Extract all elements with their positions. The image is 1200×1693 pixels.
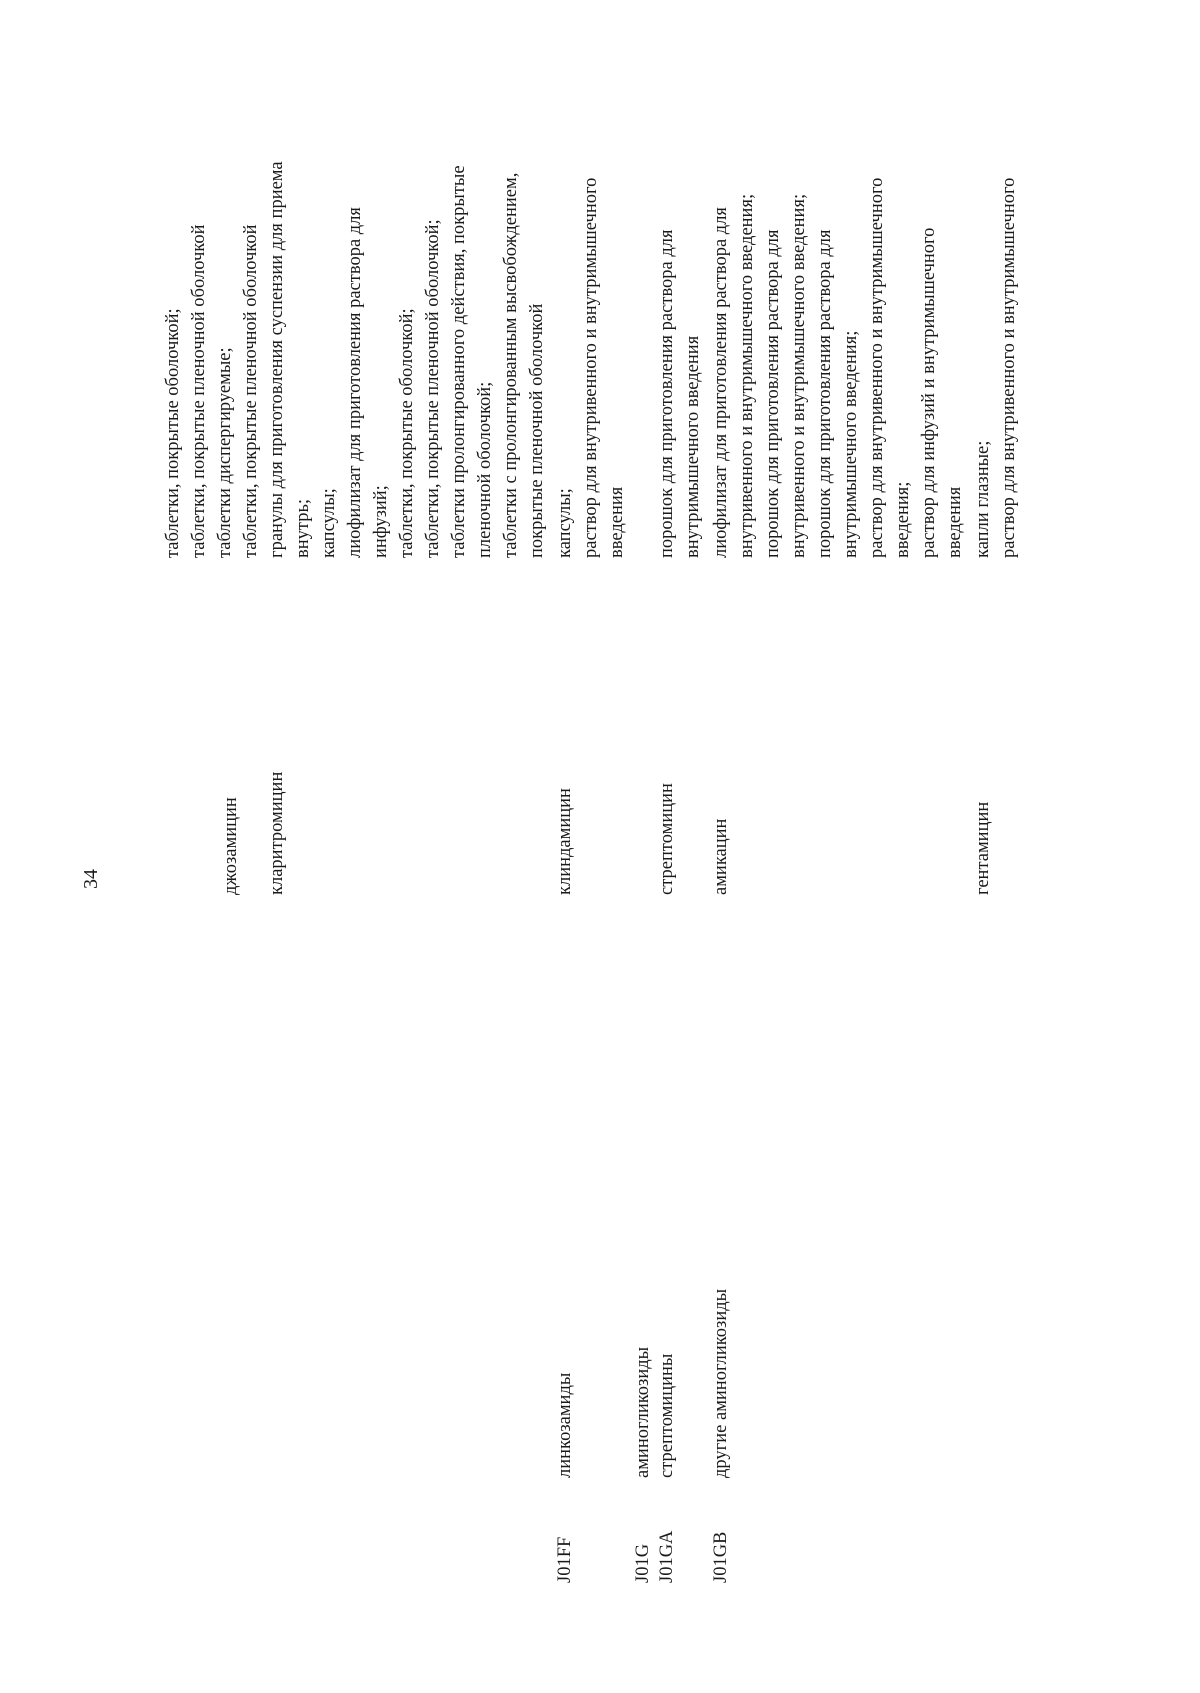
drug-name: стрептомицин	[657, 783, 677, 895]
atc-group: линкозамиды	[555, 1372, 575, 1478]
form-line: таблетки, покрытые пленочной оболочкой	[189, 224, 209, 558]
forms-list	[264, 161, 550, 558]
form-line: введения;	[893, 481, 913, 558]
form-line: раствор для инфузий и внутримышечного	[919, 227, 939, 558]
form-line: лиофилизат для приготовления раствора для	[345, 207, 365, 558]
atc-code: J01GA	[657, 1530, 677, 1583]
form-line: пленочной оболочкой;	[475, 381, 495, 558]
form-line: таблетки пролонгированного действия, покрытые	[449, 165, 469, 558]
atc-group: аминогликозиды	[633, 1346, 653, 1478]
form-line: внутривенного и внутримышечного введения;	[789, 193, 809, 558]
atc-code: J01FF	[555, 1536, 575, 1583]
forms-list	[654, 229, 706, 558]
form-line: внутримышечного введения;	[841, 330, 861, 558]
form-line: покрытые пленочной оболочкой	[527, 303, 547, 558]
form-line: порошок для приготовления раствора для	[657, 229, 677, 558]
atc-group: стрептомицины	[657, 1353, 677, 1478]
form-line: таблетки, покрытые оболочкой;	[163, 308, 183, 558]
atc-group: другие аминогликозиды	[711, 1288, 731, 1478]
form-line: лиофилизат для приготовления раствора для	[711, 207, 731, 558]
atc-code: J01G	[633, 1543, 653, 1583]
form-line: таблетки диспергируемые;	[215, 347, 235, 558]
forms-list	[708, 178, 968, 558]
form-line: порошок для приготовления раствора для	[763, 229, 783, 558]
form-line: таблетки с пролонгированным высвобождением,	[501, 172, 521, 558]
page-number: 34	[80, 869, 102, 889]
form-line: раствор для внутривенного и внутримышечного	[999, 177, 1019, 558]
form-line: внутрь;	[293, 498, 313, 558]
atc-code: J01GB	[711, 1531, 731, 1583]
form-line: порошок для приготовления раствора для	[815, 229, 835, 558]
form-line: раствор для внутривенного и внутримышечного	[867, 177, 887, 558]
form-line: введения	[607, 486, 627, 558]
form-line: инфузий;	[371, 485, 391, 558]
form-line: гранулы для приготовления суспензии для приема	[267, 161, 287, 558]
forms-list	[160, 225, 264, 558]
form-line: введения	[945, 486, 965, 558]
drug-name: гентамицин	[973, 801, 993, 895]
forms-list	[970, 178, 1022, 558]
form-line: раствор для внутривенного и внутримышечного	[581, 177, 601, 558]
drug-name: клиндамицин	[555, 788, 575, 895]
drug-name: кларитромицин	[267, 771, 287, 895]
form-line: капли глазные;	[973, 440, 993, 558]
form-line: внутривенного и внутримышечного введения;	[737, 193, 757, 558]
form-line: капсулы;	[555, 488, 575, 558]
drug-name: амикацин	[711, 818, 731, 895]
form-line: таблетки, покрытые оболочкой;	[397, 308, 417, 558]
form-line: капсулы;	[319, 488, 339, 558]
form-line: таблетки, покрытые пленочной оболочкой;	[423, 219, 443, 558]
forms-list	[552, 178, 630, 558]
form-line: таблетки, покрытые пленочной оболочкой	[241, 224, 261, 558]
form-line: внутримышечного введения	[683, 335, 703, 558]
drug-name: джозамицин	[221, 797, 241, 895]
